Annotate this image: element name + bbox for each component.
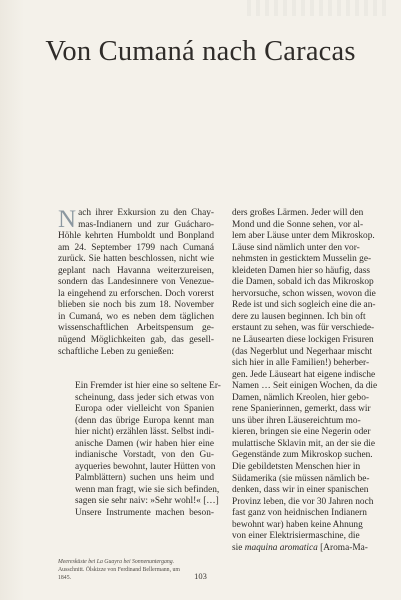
quote-left-column xyxy=(75,381,221,520)
quote-line: indianische Vorstadt, von den Gu- xyxy=(75,450,214,461)
quote-line: dere zu lausen beginnen. Ich bin oft xyxy=(232,311,366,322)
quote-line: Unsere Instrumente machen beson- xyxy=(75,508,214,519)
quote-line: nehmsten in gesticktem Musselin ge- xyxy=(232,254,372,265)
quote-line: hier nicht) erzählen lässt. Selbst indi- xyxy=(75,427,215,438)
quote-line: Provinz leben, die vor 30 Jahren noch xyxy=(232,496,374,507)
quote-line: Namen … Seit einigen Wochen, da die xyxy=(232,381,378,392)
quote-line: anische Damen (wir haben hier eine xyxy=(75,438,214,449)
quote-line: ders großes Lärmen. Jeder will den xyxy=(232,208,364,218)
quote-right-column xyxy=(232,208,378,554)
quote-line: ayquerìes bewohnt, lauter Hütten von xyxy=(75,461,216,472)
quote-line: (denn das übrige Europa kennt man xyxy=(75,415,214,426)
page-number: 103 xyxy=(194,571,207,581)
quote-line: denken, dass wir in einer spanischen xyxy=(232,485,369,496)
quote-line: sagen sie sehr naiv: »Sehr wohl!« […] xyxy=(75,496,219,507)
quote-line: Damen, nämlich Kreolen, hier gebo- xyxy=(232,392,369,403)
intro-paragraph xyxy=(58,208,214,358)
intro-line: in Cumaná, wo es neben dem täglichen xyxy=(58,311,214,322)
quote-line: bewohnt war) haben keine Ahnung xyxy=(232,519,363,530)
quote-line: rene Spanierinnen, gemerkt, dass wir xyxy=(232,404,371,415)
quote-line: Ein Fremder ist hier eine so seltene Er- xyxy=(75,381,221,391)
intro-line: schaftliche Leben zu genießen: xyxy=(58,346,174,357)
quote-line: Südamerika (sie müssen nämlich be- xyxy=(232,473,370,484)
quote-line: von einer Elektrisiermaschine, die xyxy=(232,531,360,542)
quote-line: Europa oder vielleicht von Spanien xyxy=(75,404,214,415)
caption-line: 1845. xyxy=(58,575,72,582)
quote-line: Rede ist und sich sogleich eine die an- xyxy=(232,300,376,311)
intro-line: Höhle kehrten Humboldt und Bonpland xyxy=(58,231,214,242)
quote-line: lem aber Läuse unter dem Mikroskop. xyxy=(232,231,375,242)
quote-line: hervorsuche, schon wissen, wovon die xyxy=(232,288,376,299)
quote-line: scheinung, dass jeder sich etwas von xyxy=(75,392,214,403)
quote-line: kieren, bringen sie eine Negerin oder xyxy=(232,427,371,438)
quote-line: (das Negerblut und Negerhaar mischt xyxy=(232,346,373,357)
quote-line: Die gebildetsten Menschen hier in xyxy=(232,462,361,473)
intro-line: sondern das Landesinnere von Venezue- xyxy=(58,277,214,288)
quote-line: mulattische Sklavin mit, an der sie die xyxy=(232,438,375,449)
quote-line: die Damen, sobald ich das Mikroskop xyxy=(232,277,374,288)
intro-line: zurück. Sie hatten beschlossen, nicht wie xyxy=(58,254,214,265)
caption-title: Meeresküste bei La Guayra bei Sonnenuntergang. xyxy=(58,559,175,565)
quote-line: erstaunt zu sehen, was für verschiede- xyxy=(232,323,375,334)
quote-line: Läuse sind nämlich unter den vor- xyxy=(232,242,360,253)
intro-line: blieben sie noch bis zum 18. November xyxy=(58,300,214,311)
intro-line: wissenschaftlichen Arbeitspensum ge- xyxy=(58,323,214,334)
intro-line: nügend Möglichkeiten gab, das gesell- xyxy=(58,335,214,346)
bleed-through-text xyxy=(247,0,387,16)
quote-line: kleideten Damen hier so häufig, dass xyxy=(232,265,371,276)
quote-line: sich hier in alle Familien!) beherber- xyxy=(232,358,370,369)
quote-line: Mond und die Sonne sehen, vor al- xyxy=(232,219,364,230)
quote-line: sie maquina aromatica [Aroma-Ma- xyxy=(232,542,368,553)
intro-line: mas-Indianern und zur Guácharo- xyxy=(78,219,214,230)
intro-line: geplant nach Havanna weiterzureisen, xyxy=(58,265,214,276)
quote-line: gen. Jede Läuseart hat eigene indische xyxy=(232,369,376,380)
quote-line: Palmblättern) suchen uns heim und xyxy=(75,473,214,484)
intro-line: am 24. September 1799 nach Cumaná xyxy=(58,242,214,253)
italic-term: maquina aromatica xyxy=(244,542,318,553)
intro-line: la eingehend zu erforschen. Doch vorerst xyxy=(58,288,214,299)
quote-line: uns über ihren Läusereichtum mo- xyxy=(232,415,361,426)
drop-cap: N xyxy=(58,206,77,233)
quote-line: ne Läusearten diese lockigen Frisuren xyxy=(232,335,374,346)
quote-line: wenn man fragt, wie sie sich befinden, xyxy=(75,484,220,495)
quote-line: Gegenstände zum Mikroskop suchen. xyxy=(232,450,373,461)
quote-line: fast ganz von heidnischen Indianern xyxy=(232,508,367,519)
chapter-title: Von Cumaná nach Caracas xyxy=(45,36,356,67)
intro-line: ach ihrer Exkursion zu den Chay- xyxy=(78,208,214,218)
caption-line: Ausschnitt. Ölskizze von Ferdinand Bellermann, um xyxy=(58,567,180,574)
